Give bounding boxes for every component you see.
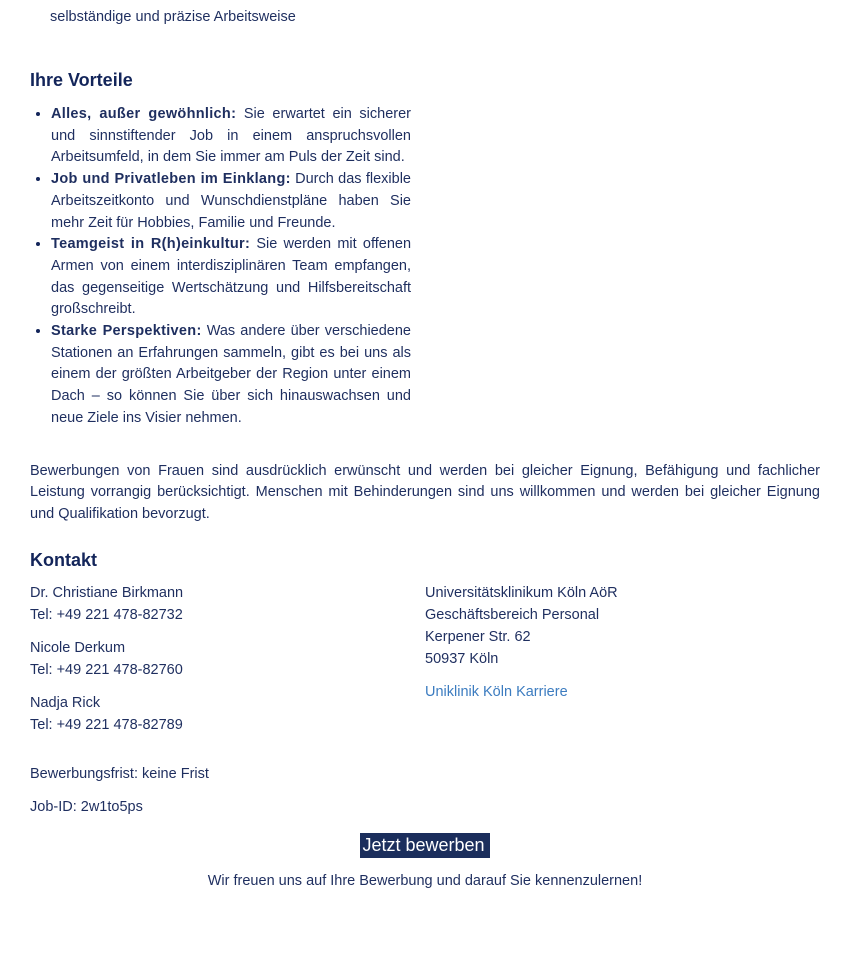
benefit-lead: Starke Perspektiven: [51, 323, 202, 340]
benefit-text: Sie erwartet ein sicherer und sinnstiftender Job in einem anspruchsvollen Arbeitsumfeld, in dem Sie immer am Puls der Zeit sind. [51, 106, 411, 166]
job-id-text: Job-ID: 2w1to5ps [30, 799, 143, 816]
benefits-heading: Ihre Vorteile [30, 70, 133, 90]
contact-person [30, 582, 425, 626]
contact-name: Nicole Derkum [30, 640, 126, 657]
closing-text: Wir freuen uns auf Ihre Bewerbung und darauf Sie kennenzulernen! [207, 873, 643, 890]
contact-person [30, 637, 425, 681]
benefit-lead: Alles, außer gewöhnlich: [51, 106, 237, 122]
benefit-text: Was andere über verschiedene Stationen an Erfahrungen sammeln, gibt es bei uns als einem der größten Arbeitgeber der Region unter einem Dach – so können Sie über sich hinauswachsen und neue Ziele ins Visier nehmen. [51, 323, 411, 426]
benefit-item [51, 169, 411, 234]
contact-phone: Tel: +49 221 478-82732 [30, 607, 183, 624]
contact-persons [30, 582, 425, 747]
postal-address [425, 582, 618, 670]
contact-name: Nadja Rick [30, 695, 101, 712]
contact-phone: Tel: +49 221 478-82760 [30, 662, 183, 679]
benefit-lead: Job und Privatleben im Einklang: [51, 171, 291, 188]
contact-name: Dr. Christiane Birkmann [30, 585, 184, 602]
career-link[interactable]: Uniklinik Köln Karriere [425, 684, 568, 701]
address-line: Kerpener Str. 62 [425, 629, 531, 646]
address-line: Geschäftsbereich Personal [425, 607, 600, 624]
benefit-lead: Teamgeist in R(h)einkultur: [51, 236, 251, 253]
contact-address-block [425, 582, 618, 747]
benefit-item [51, 234, 411, 321]
contact-section [30, 582, 820, 747]
contact-person [30, 692, 425, 736]
apply-button[interactable]: Jetzt bewerben [360, 833, 489, 858]
benefit-text: Sie werden mit offenen Armen von einem interdisziplinären Team empfangen, das gegenseitige Wertschätzung und Hilfsbereitschaft großschreibt. [51, 236, 412, 318]
benefit-text: Durch das flexible Arbeitszeitkonto und Wunschdienstpläne haben Sie mehr Zeit für Hobbies, Familie und Freunde. [51, 171, 411, 231]
address-line: 50937 Köln [425, 651, 499, 668]
contact-phone: Tel: +49 221 478-82789 [30, 717, 183, 734]
intro-line: selbständige und präzise Arbeitsweise [50, 9, 296, 25]
benefits-list [30, 104, 411, 430]
equality-paragraph: Bewerbungen von Frauen sind ausdrücklich erwünscht und werden bei gleicher Eignung, Befähigung und fachlicher Leistung vorrangig berücksichtigt. Menschen mit Behinderungen sind uns willkommen und werden bei gleicher Eignung und Qualifikation bevorzugt. [30, 462, 820, 522]
address-line: Universitätsklinikum Köln AöR [425, 585, 618, 602]
deadline-text: Bewerbungsfrist: keine Frist [30, 766, 209, 783]
benefit-item [51, 321, 411, 430]
apply-button-row [30, 833, 820, 858]
contact-heading: Kontakt [30, 550, 97, 571]
benefit-item [51, 104, 411, 169]
